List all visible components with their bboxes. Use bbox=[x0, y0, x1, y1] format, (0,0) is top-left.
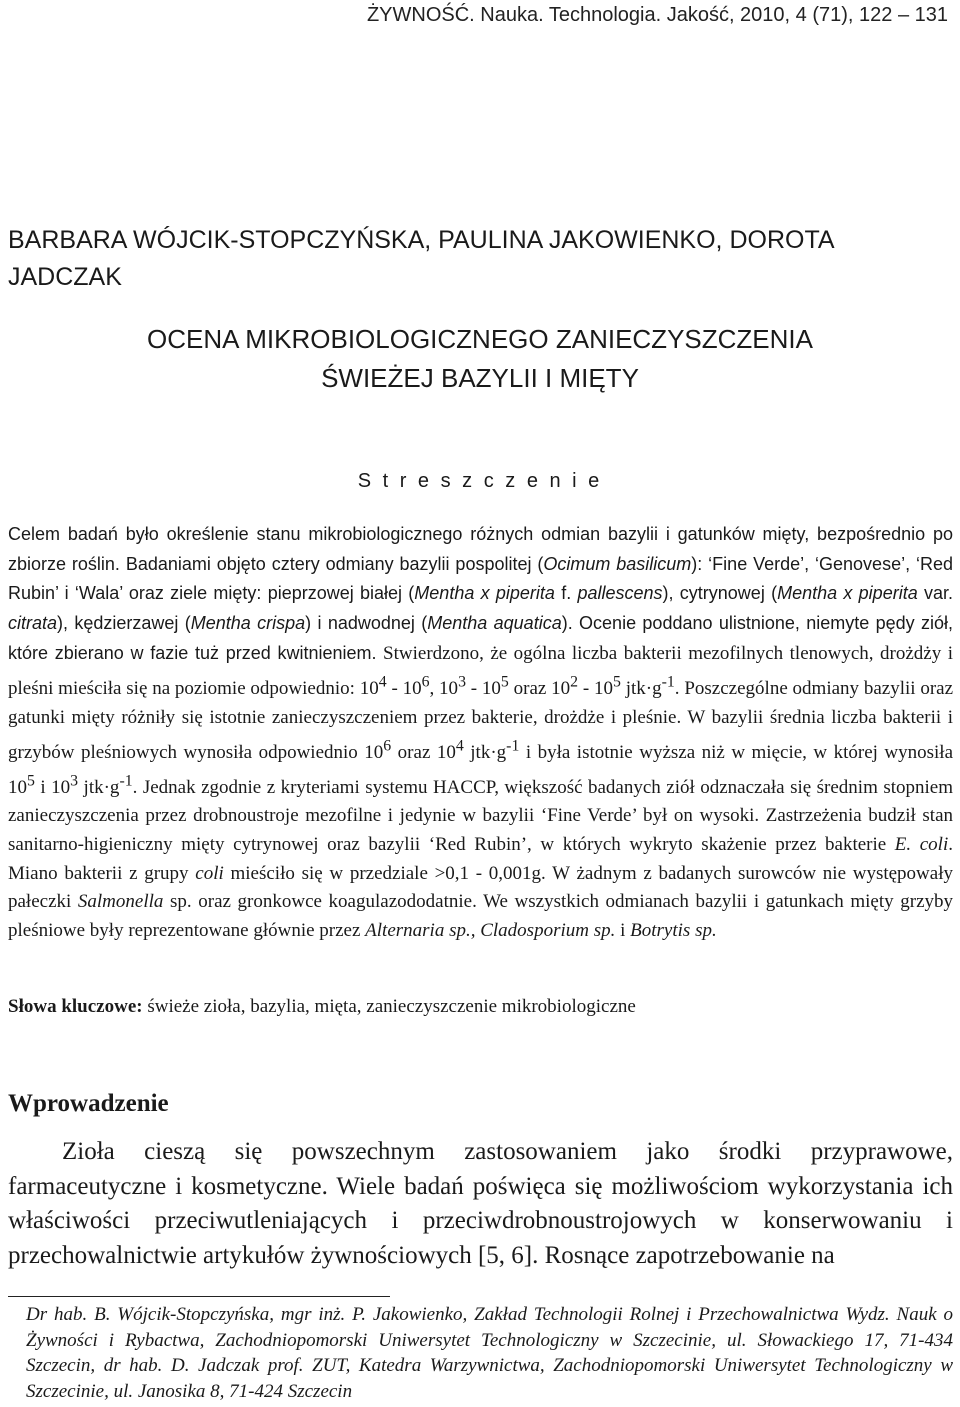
abstract-p2r: i bbox=[615, 920, 631, 942]
exponent: 3 bbox=[458, 673, 466, 691]
abstract-p2f: - 10 bbox=[578, 677, 613, 699]
exponent: 5 bbox=[613, 673, 621, 691]
abstract-p2d: - 10 bbox=[465, 677, 501, 699]
exponent: -1 bbox=[506, 737, 520, 755]
article-title bbox=[0, 320, 960, 398]
abstract-p2o: . Miano bakterii z grupy bbox=[8, 834, 953, 884]
abstract-p2q: sp. oraz gronkowce koagulazododatnie. We wszystkich odmianach bazylii i gatunkach mięty grzyby pleśniowe były reprezentowane głównie przez bbox=[8, 891, 954, 942]
abstract-p1h: ). Ocenie poddano ulistnione, niemyte pędy ziół, które zbierano w fazie tuż przed kwitnieniem. bbox=[8, 613, 953, 663]
exponent: 5 bbox=[27, 772, 35, 790]
keywords-list: świeże zioła, bazylia, mięta, zanieczyszczenie mikrobiologiczne bbox=[142, 996, 636, 1017]
abstract-p2k: i była istotnie wyższa niż w mięcie, w której wynosiła 10 bbox=[8, 741, 954, 798]
title-line-1: OCENA MIKROBIOLOGICZNEGO ZANIECZYSZCZENIA bbox=[147, 324, 813, 354]
abstract-p2b: - 10 bbox=[386, 677, 422, 699]
abstract-p2g: jtk·g bbox=[620, 677, 662, 699]
species-crispa: Mentha crispa bbox=[190, 613, 306, 634]
abstract-p2h: . Poszczególne odmiany bazylii oraz gatunki mięty różniły się istotnie zanieczyszczeniem przez bakterie, drożdże i pleśnie. W bazylii średnia liczba bakterii i grzybów pleśniowych wynosiła odpowiednio 10 bbox=[8, 677, 954, 763]
abstract-heading: S t r e s z c z e n i e bbox=[357, 470, 603, 492]
exponent: -1 bbox=[661, 673, 675, 691]
abstract-p2l: i 10 bbox=[34, 776, 71, 798]
exponent: 4 bbox=[455, 737, 464, 755]
abstract-p2c: , 10 bbox=[429, 677, 459, 699]
species-pallescens: pallescens bbox=[577, 583, 663, 604]
genus-botrytis: Botrytis sp. bbox=[630, 920, 717, 942]
abstract-p1e: var. bbox=[917, 583, 954, 604]
section-heading-introduction: Wprowadzenie bbox=[8, 1090, 169, 1117]
abstract-p2m: jtk·g bbox=[78, 776, 120, 798]
species-ocimum: Ocimum basilicum bbox=[543, 553, 692, 574]
abstract-p1d: ), cytrynowej ( bbox=[662, 583, 778, 604]
abstract-p1f: ), kędzierzawej ( bbox=[57, 613, 191, 634]
species-citrata: citrata bbox=[8, 613, 58, 634]
exponent: -1 bbox=[119, 772, 133, 790]
keywords-label: Słowa kluczowe: bbox=[8, 996, 143, 1017]
journal-header: ŻYWNOŚĆ. Nauka. Technologia. Jakość, 2010, 4 (71), 122 – 131 bbox=[366, 4, 948, 26]
title-line-2: ŚWIEŻEJ BAZYLII I MIĘTY bbox=[321, 363, 639, 393]
abstract-p2e: oraz 10 bbox=[508, 677, 571, 699]
footnote-divider bbox=[8, 1296, 390, 1297]
species-aquatica: Mentha aquatica bbox=[427, 613, 562, 634]
exponent: 2 bbox=[570, 673, 579, 691]
exponent: 3 bbox=[70, 772, 79, 790]
exponent: 5 bbox=[500, 673, 509, 691]
keywords bbox=[8, 996, 953, 1018]
abstract-p2a: Stwierdzono, że ogólna liczba bakterii mezofilnych tlenowych, drożdży i pleśni mieściła się na poziomie odpowiednio: 10 bbox=[8, 642, 953, 699]
group-coli: coli bbox=[195, 862, 224, 884]
author-affiliation-footnote: Dr hab. B. Wójcik-Stopczyńska, mgr inż. P. Jakowienko, Zakład Technologii Rolnej i Przechowalnictwa Wydz. Nauk o Żywności i Rybactwa, Zachodniopomorski Uniwersytet Technologiczny w Szczecinie, ul. Słowackiego 17, 71-434 Szczecin, dr hab. D. Jadczak prof. ZUT, Katedra Warzywnictwa, Zachodniopomorski Uniwersytet Technologiczny w Szczecinie, ul. Janosika 8, 71-424 Szczecin bbox=[26, 1304, 953, 1402]
abstract-part-2 bbox=[8, 643, 953, 941]
abstract-p1c: f. bbox=[554, 583, 578, 604]
species-ecoli: E. coli bbox=[894, 834, 949, 856]
exponent: 6 bbox=[421, 673, 430, 691]
abstract-p1: Celem badań było określenie stanu mikrobiologicznego różnych odmian bazylii i gatunków mięty, bezpośrednio po zbiorze roślin. Badaniami objęto cztery odmiany bazylii pospolitej ( bbox=[8, 524, 953, 574]
species-mentha-2: Mentha x piperita bbox=[777, 583, 918, 604]
genera-moulds: Alternaria sp., Cladosporium sp. bbox=[365, 920, 616, 942]
exponent: 6 bbox=[383, 737, 392, 755]
introduction-text: Zioła cieszą się powszechnym zastosowaniem jako środki przyprawowe, farmaceutyczne i kosmetyczne. Wiele badań poświęca się możliwościom wykorzystania ich właściwości przeciwutleniających i przeciwdrobnoustrojowych w konserwowaniu i przechowalnictwie artykułów żywnościowych [5, 6]. Rosnące zapotrzebowanie na bbox=[8, 1138, 953, 1269]
abstract-p2i: oraz 10 bbox=[391, 741, 456, 763]
abstract-p1b: ): ‘Fine Verde’, ‘Genovese’, ‘Red Rubin’ i ‘Wala’ oraz ziele mięty: pieprzowej białej ( bbox=[8, 553, 953, 604]
exponent: 4 bbox=[378, 673, 387, 691]
abstract-p2n: . Jednak zgodnie z kryteriami systemu HACCP, większość badanych ziół odznaczała się średnim stopniem zanieczyszczenia przez drobnoustroje mezofilne i jedynie w bazylii ‘Fine Verde’ był on wysoki. Zastrzeżenia budził stan sanitarno-higieniczny mięty cytrynowej oraz bazylii ‘Red Rubin’, w których wykryto skażenie przez bakterie bbox=[8, 776, 953, 856]
abstract-p2j: jtk·g bbox=[463, 741, 507, 763]
abstract-text bbox=[8, 520, 953, 946]
species-mentha-1: Mentha x piperita bbox=[414, 583, 555, 604]
genus-salmonella: Salmonella bbox=[77, 891, 164, 913]
abstract-p2p: mieściło się w przedziale >0,1 - 0,001g. W żadnym z badanych surowców nie występowały pałeczki bbox=[8, 862, 953, 913]
abstract-p1g: ) i nadwodnej ( bbox=[305, 613, 428, 634]
authors: BARBARA WÓJCIK-STOPCZYŃSKA, PAULINA JAKOWIENKO, DOROTA JADCZAK bbox=[8, 226, 834, 291]
